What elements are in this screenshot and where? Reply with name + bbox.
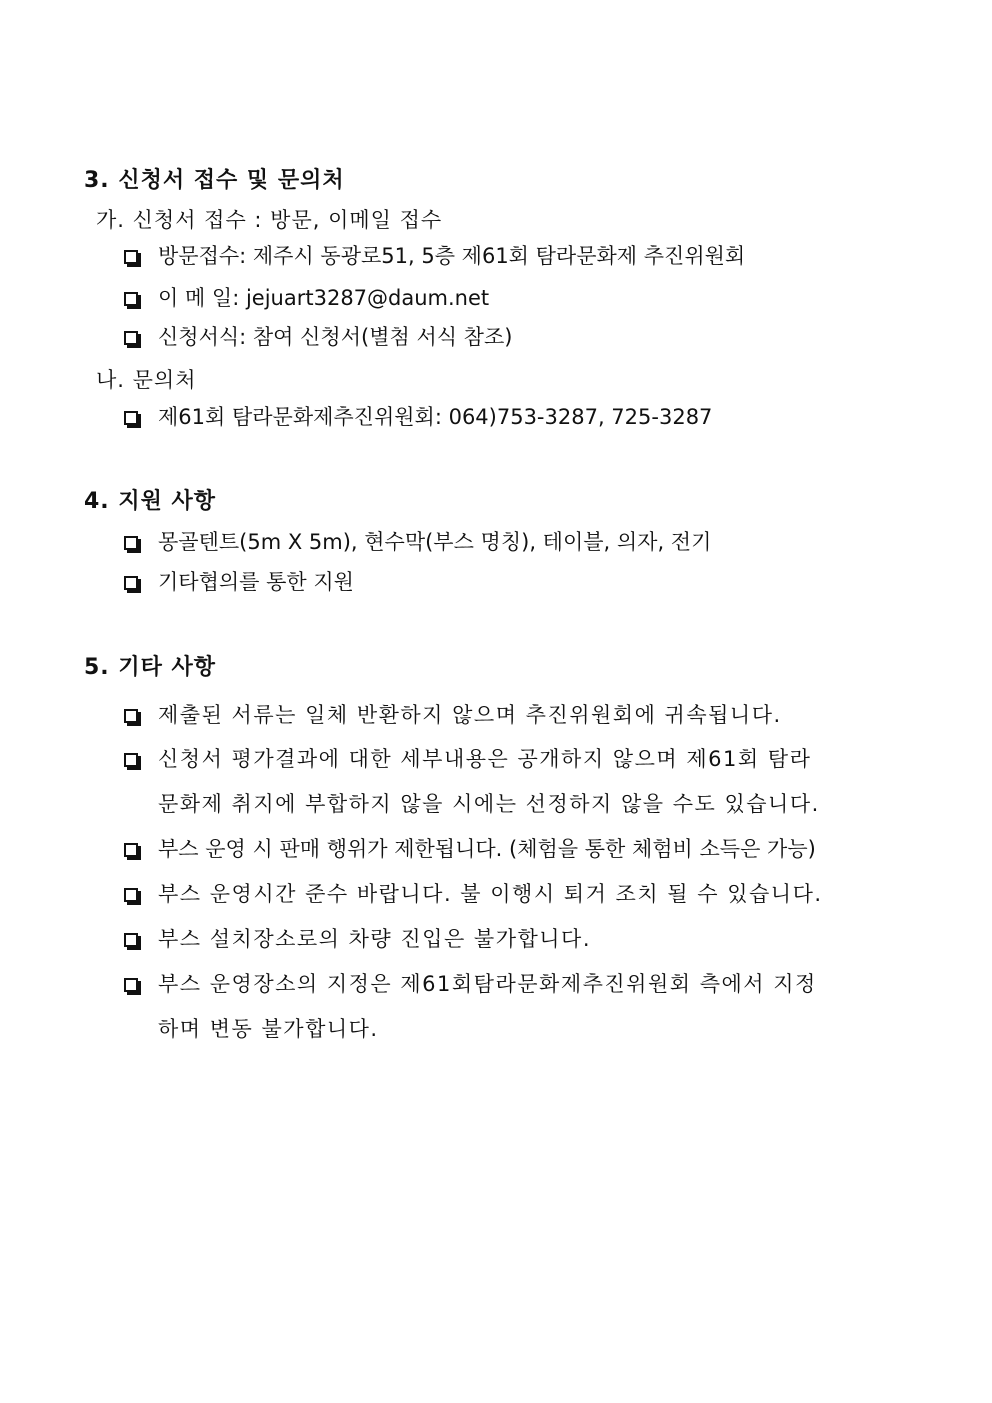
section-3-sub-b: 나. 문의처 — [96, 368, 197, 392]
list-item — [124, 567, 924, 597]
list-item-continuation: 문화제 취지에 부합하지 않을 시에는 선정하지 않을 수도 있습니다. — [158, 792, 820, 816]
list-item-text: 제출된 서류는 일체 반환하지 않으며 추진위원회에 귀속됩니다. — [158, 703, 782, 727]
list-item — [124, 322, 924, 352]
list-item — [124, 744, 924, 774]
checkbox-bullet-icon — [124, 888, 138, 902]
list-item — [124, 834, 924, 864]
list-item — [124, 402, 924, 432]
list-item-text: 방문접수: 제주시 동광로51, 5층 제61회 탐라문화제 추진위원회 — [158, 244, 746, 268]
section-3-sub-a: 가. 신청서 접수 : 방문, 이메일 접수 — [96, 208, 443, 232]
list-item — [124, 527, 924, 557]
list-item-text: 부스 운영시간 준수 바랍니다. 불 이행시 퇴거 조치 될 수 있습니다. — [158, 882, 823, 906]
list-item — [124, 241, 924, 271]
email-text: 이 메 일: jejuart3287@daum.net — [158, 286, 490, 310]
contact-text: 제61회 탐라문화제추진위원회: 064)753-3287, 725-3287 — [158, 405, 713, 429]
checkbox-bullet-icon — [124, 933, 138, 947]
list-item-continuation: 하며 변동 불가합니다. — [158, 1017, 379, 1041]
list-item-text: 부스 설치장소로의 차량 진입은 불가합니다. — [158, 927, 592, 951]
checkbox-bullet-icon — [124, 411, 138, 425]
list-item-text: 몽골텐트(5m X 5m), 현수막(부스 명칭), 테이블, 의자, 전기 — [158, 530, 712, 554]
checkbox-bullet-icon — [124, 331, 138, 345]
list-item — [124, 879, 924, 909]
section-5-heading: 5. 기타 사항 — [84, 655, 216, 680]
checkbox-bullet-icon — [124, 576, 138, 590]
list-item-text: 부스 운영장소의 지정은 제61회탐라문화제추진위원회 측에서 지정 — [158, 972, 817, 996]
list-item-text: 신청서 평가결과에 대한 세부내용은 공개하지 않으며 제61회 탐라 — [158, 747, 812, 771]
checkbox-bullet-icon — [124, 978, 138, 992]
checkbox-bullet-icon — [124, 250, 138, 264]
checkbox-bullet-icon — [124, 292, 138, 306]
checkbox-bullet-icon — [124, 753, 138, 767]
checkbox-bullet-icon — [124, 536, 138, 550]
section-4-heading: 4. 지원 사항 — [84, 489, 216, 514]
list-item-text: 기타협의를 통한 지원 — [158, 570, 354, 594]
list-item-text: 부스 운영 시 판매 행위가 제한됩니다. (체험을 통한 체험비 소득은 가능) — [158, 837, 816, 861]
checkbox-bullet-icon — [124, 843, 138, 857]
list-item — [124, 700, 924, 730]
section-3-heading: 3. 신청서 접수 및 문의처 — [84, 168, 345, 193]
list-item — [124, 969, 924, 999]
list-item — [124, 283, 924, 313]
list-item-text: 신청서식: 참여 신청서(별첨 서식 참조) — [158, 325, 513, 349]
list-item — [124, 924, 924, 954]
checkbox-bullet-icon — [124, 709, 138, 723]
